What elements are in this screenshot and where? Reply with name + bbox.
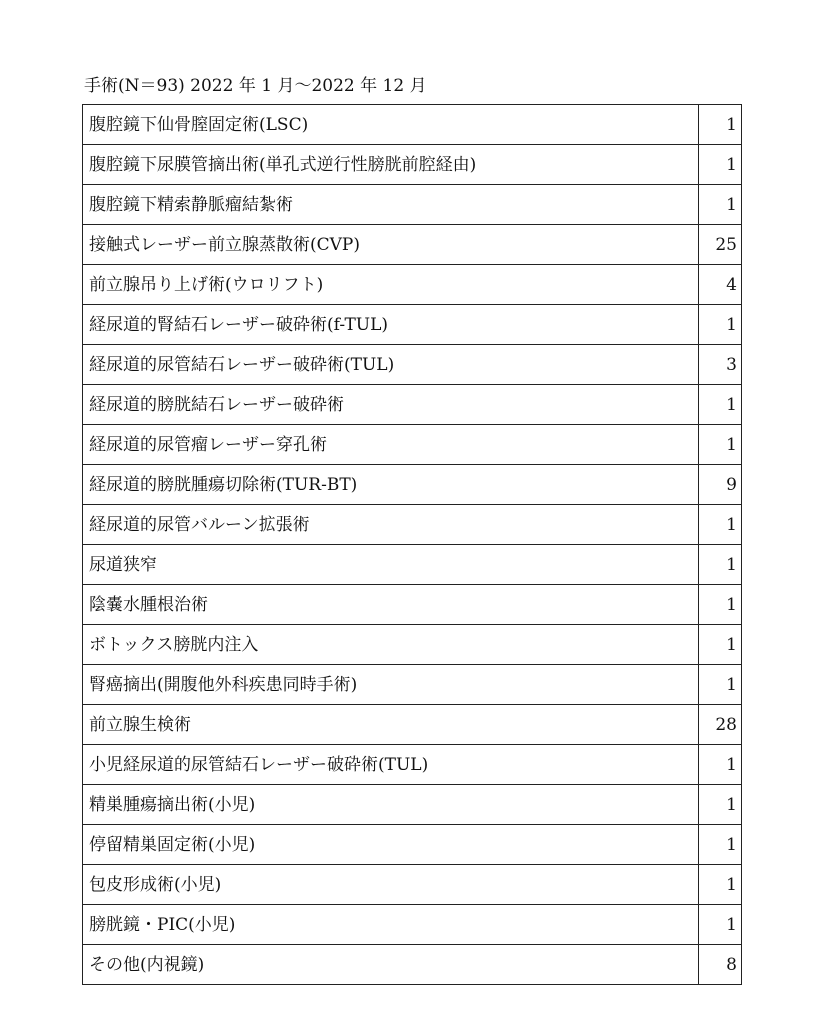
procedure-count-cell: 1 [698, 785, 741, 825]
procedure-name-cell: 包皮形成術(小児) [83, 865, 699, 905]
procedure-name-cell: 停留精巣固定術(小児) [83, 825, 699, 865]
table-row [83, 745, 742, 785]
procedure-name-cell: 経尿道的膀胱腫瘍切除術(TUR-BT) [83, 465, 699, 505]
procedure-count-cell: 1 [698, 865, 741, 905]
procedure-name-cell: 経尿道的尿管バルーン拡張術 [83, 505, 699, 545]
procedure-name-cell: 膀胱鏡・PIC(小児) [83, 905, 699, 945]
procedure-name-cell: 陰嚢水腫根治術 [83, 585, 699, 625]
procedure-name-cell: 経尿道的腎結石レーザー破砕術(f-TUL) [83, 305, 699, 345]
table-row [83, 385, 742, 425]
table-row [83, 545, 742, 585]
procedure-name-cell: 腎癌摘出(開腹他外科疾患同時手術) [83, 665, 699, 705]
procedure-count-cell: 1 [698, 665, 741, 705]
procedure-name-cell: 腹腔鏡下尿膜管摘出術(単孔式逆行性膀胱前腔経由) [83, 145, 699, 185]
procedure-count-cell: 1 [698, 905, 741, 945]
procedure-count-cell: 1 [698, 145, 741, 185]
procedure-name-cell: 腹腔鏡下精索静脈瘤結紮術 [83, 185, 699, 225]
table-row [83, 345, 742, 385]
table-caption: 手術(N＝93) 2022 年 1 月～2022 年 12 月 [84, 76, 427, 96]
table-row [83, 785, 742, 825]
procedure-count-cell: 1 [698, 185, 741, 225]
table-row [83, 185, 742, 225]
table-row [83, 705, 742, 745]
procedure-count-cell: 1 [698, 545, 741, 585]
procedure-count-cell: 28 [698, 705, 741, 745]
table-row [83, 865, 742, 905]
procedure-count-cell: 1 [698, 745, 741, 785]
procedure-count-cell: 1 [698, 505, 741, 545]
procedure-count-cell: 1 [698, 625, 741, 665]
procedure-count-cell: 1 [698, 105, 741, 145]
table-row [83, 145, 742, 185]
table-row [83, 225, 742, 265]
procedure-count-cell: 8 [698, 945, 741, 985]
table-row [83, 905, 742, 945]
table-row [83, 105, 742, 145]
procedure-name-cell: 経尿道的膀胱結石レーザー破砕術 [83, 385, 699, 425]
table-row [83, 265, 742, 305]
procedure-count-cell: 9 [698, 465, 741, 505]
procedure-count-cell: 1 [698, 385, 741, 425]
procedure-count-cell: 4 [698, 265, 741, 305]
procedure-name-cell: その他(内視鏡) [83, 945, 699, 985]
table-row [83, 505, 742, 545]
procedure-count-cell: 25 [698, 225, 741, 265]
procedure-count-cell: 1 [698, 425, 741, 465]
procedure-name-cell: 接触式レーザー前立腺蒸散術(CVP) [83, 225, 699, 265]
table-row [83, 305, 742, 345]
table-row [83, 665, 742, 705]
table-row [83, 625, 742, 665]
table-row [83, 465, 742, 505]
procedure-name-cell: 精巣腫瘍摘出術(小児) [83, 785, 699, 825]
table-row [83, 425, 742, 465]
procedure-name-cell: 経尿道的尿管結石レーザー破砕術(TUL) [83, 345, 699, 385]
procedure-name-cell: 尿道狭窄 [83, 545, 699, 585]
procedure-name-cell: ボトックス膀胱内注入 [83, 625, 699, 665]
table-row [83, 945, 742, 985]
procedure-name-cell: 前立腺吊り上げ術(ウロリフト) [83, 265, 699, 305]
surgery-count-table [82, 104, 742, 985]
procedure-count-cell: 1 [698, 305, 741, 345]
procedure-name-cell: 前立腺生検術 [83, 705, 699, 745]
procedure-count-cell: 3 [698, 345, 741, 385]
procedure-count-cell: 1 [698, 585, 741, 625]
table-row [83, 585, 742, 625]
procedure-name-cell: 経尿道的尿管瘤レーザー穿孔術 [83, 425, 699, 465]
procedure-count-cell: 1 [698, 825, 741, 865]
table-row [83, 825, 742, 865]
procedure-name-cell: 小児経尿道的尿管結石レーザー破砕術(TUL) [83, 745, 699, 785]
procedure-name-cell: 腹腔鏡下仙骨膣固定術(LSC) [83, 105, 699, 145]
